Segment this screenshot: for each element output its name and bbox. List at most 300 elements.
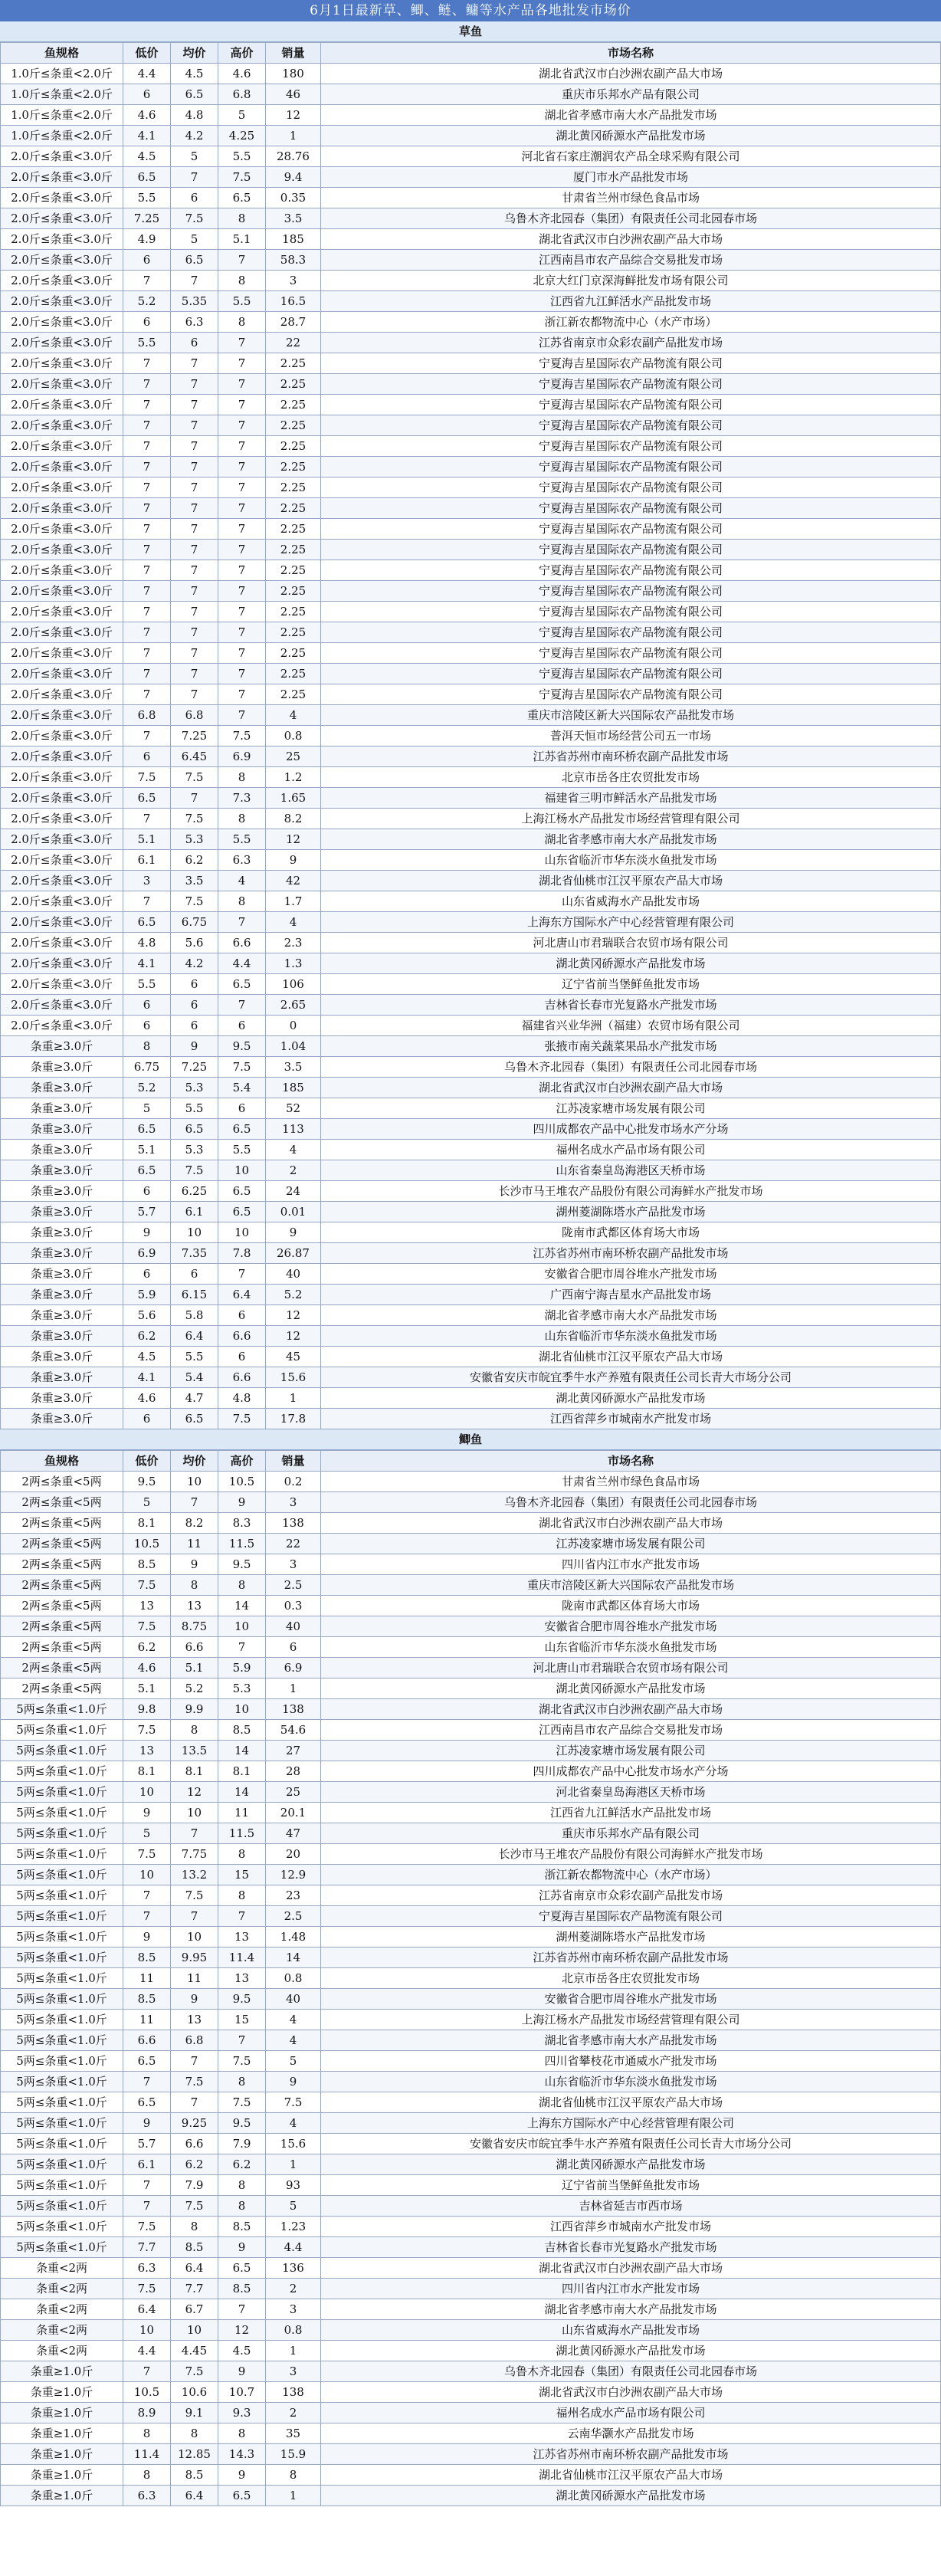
value-cell: 6 <box>123 312 171 333</box>
value-cell: 5.3 <box>171 1078 218 1098</box>
table-row <box>1 788 941 809</box>
value-cell: 7.5 <box>218 726 266 747</box>
table-row <box>1 1181 941 1202</box>
value-cell: 7 <box>123 415 171 436</box>
market-name-cell: 吉林省延吉市西市场 <box>321 2196 941 2217</box>
value-cell: 9.9 <box>171 1699 218 1720</box>
value-cell: 24 <box>266 1181 321 1202</box>
value-cell: 8 <box>218 2423 266 2444</box>
value-cell: 8 <box>171 1720 218 1741</box>
table-row <box>1 208 941 229</box>
spec-cell: 条重≥3.0斤 <box>1 1264 123 1285</box>
value-cell: 9 <box>218 2361 266 2382</box>
value-cell: 6 <box>266 1637 321 1658</box>
value-cell: 20 <box>266 1844 321 1865</box>
value-cell: 5.5 <box>171 1347 218 1367</box>
value-cell: 2.25 <box>266 602 321 622</box>
value-cell: 10 <box>171 1472 218 1492</box>
value-cell: 2.25 <box>266 436 321 457</box>
table-row <box>1 2444 941 2465</box>
value-cell: 6.5 <box>218 974 266 995</box>
value-cell: 7 <box>218 602 266 622</box>
value-cell: 7 <box>123 1906 171 1927</box>
table-row <box>1 2113 941 2134</box>
value-cell: 138 <box>266 1699 321 1720</box>
value-cell: 5.2 <box>266 1285 321 1305</box>
table-row <box>1 581 941 602</box>
spec-cell: 条重≥3.0斤 <box>1 1078 123 1098</box>
spec-cell: 1.0斤≤条重<2.0斤 <box>1 105 123 126</box>
value-cell: 6 <box>171 995 218 1016</box>
value-cell: 11.5 <box>218 1534 266 1554</box>
table-row <box>1 2423 941 2444</box>
value-cell: 7 <box>171 2092 218 2113</box>
table-row <box>1 271 941 291</box>
value-cell: 8 <box>266 2465 321 2486</box>
value-cell: 5 <box>218 105 266 126</box>
value-cell: 7 <box>123 809 171 829</box>
value-cell: 4.5 <box>123 1347 171 1367</box>
value-cell: 7.5 <box>123 1616 171 1637</box>
market-name-cell: 福建省兴业华洲（福建）农贸市场有限公司 <box>321 1016 941 1036</box>
value-cell: 0.3 <box>266 1596 321 1616</box>
value-cell: 14 <box>266 1948 321 1968</box>
market-name-cell: 上海江杨水产品批发市场经营管理有限公司 <box>321 809 941 829</box>
value-cell: 7 <box>171 498 218 519</box>
spec-cell: 5两≤条重<1.0斤 <box>1 1885 123 1906</box>
value-cell: 8 <box>218 809 266 829</box>
table-row <box>1 2134 941 2154</box>
spec-cell: 2.0斤≤条重<3.0斤 <box>1 622 123 643</box>
table-row <box>1 726 941 747</box>
value-cell: 7 <box>123 891 171 912</box>
table-row <box>1 353 941 374</box>
value-cell: 8 <box>218 2175 266 2196</box>
value-cell: 8 <box>171 2217 218 2237</box>
value-cell: 2.25 <box>266 395 321 415</box>
table-row <box>1 126 941 146</box>
value-cell: 8.5 <box>123 1989 171 2010</box>
market-name-cell: 宁夏海吉星国际农产品物流有限公司 <box>321 540 941 560</box>
market-name-cell: 重庆市涪陵区新大兴国际农产品批发市场 <box>321 1575 941 1596</box>
market-name-cell: 山东省临沂市华东淡水鱼批发市场 <box>321 1326 941 1347</box>
value-cell: 1.23 <box>266 2217 321 2237</box>
spec-cell: 5两≤条重<1.0斤 <box>1 1699 123 1720</box>
value-cell: 7 <box>171 1823 218 1844</box>
table-row <box>1 643 941 664</box>
value-cell: 6.7 <box>171 2299 218 2320</box>
value-cell: 46 <box>266 84 321 105</box>
value-cell: 45 <box>266 1347 321 1367</box>
table-row <box>1 912 941 933</box>
value-cell: 12.85 <box>171 2444 218 2465</box>
value-cell: 10.5 <box>218 1472 266 1492</box>
value-cell: 2.25 <box>266 477 321 498</box>
value-cell: 9.5 <box>218 1989 266 2010</box>
spec-cell: 条重≥1.0斤 <box>1 2382 123 2403</box>
value-cell: 6 <box>123 1181 171 1202</box>
value-cell: 5.3 <box>171 1140 218 1160</box>
value-cell: 6.1 <box>171 1202 218 1222</box>
value-cell: 8.3 <box>218 1513 266 1534</box>
value-cell: 5.1 <box>218 229 266 250</box>
value-cell: 8 <box>218 1844 266 1865</box>
spec-cell: 2两≤条重<5两 <box>1 1658 123 1679</box>
value-cell: 7.5 <box>171 809 218 829</box>
value-cell: 14.3 <box>218 2444 266 2465</box>
value-cell: 14 <box>218 1741 266 1761</box>
table-row <box>1 1885 941 1906</box>
value-cell: 5 <box>171 146 218 167</box>
value-cell: 4.8 <box>218 1388 266 1409</box>
value-cell: 9 <box>266 2072 321 2092</box>
market-name-cell: 湖北省孝感市南大水产品批发市场 <box>321 829 941 850</box>
table-row <box>1 2196 941 2217</box>
market-name-cell: 山东省临沂市华东淡水鱼批发市场 <box>321 1637 941 1658</box>
value-cell: 6.5 <box>123 912 171 933</box>
value-cell: 4.6 <box>123 1658 171 1679</box>
value-cell: 6 <box>218 1016 266 1036</box>
value-cell: 4.4 <box>123 2341 171 2361</box>
value-cell: 10 <box>123 2320 171 2341</box>
table-row <box>1 560 941 581</box>
market-name-cell: 山东省秦皇岛海港区天桥市场 <box>321 1160 941 1181</box>
value-cell: 2.5 <box>266 1575 321 1596</box>
value-cell: 16.5 <box>266 291 321 312</box>
table-row <box>1 1078 941 1098</box>
table-row <box>1 333 941 353</box>
value-cell: 7 <box>218 250 266 271</box>
value-cell: 15.9 <box>266 2444 321 2465</box>
spec-cell: 条重<2两 <box>1 2299 123 2320</box>
table-row <box>1 705 941 726</box>
table-row <box>1 2341 941 2361</box>
table-row <box>1 1989 941 2010</box>
table-row <box>1 1472 941 1492</box>
value-cell: 9.5 <box>218 2113 266 2134</box>
value-cell: 9 <box>266 850 321 871</box>
value-cell: 8.1 <box>123 1513 171 1534</box>
value-cell: 7.5 <box>171 891 218 912</box>
value-cell: 5.9 <box>123 1285 171 1305</box>
value-cell: 6.3 <box>218 850 266 871</box>
spec-cell: 2.0斤≤条重<3.0斤 <box>1 519 123 540</box>
value-cell: 5.5 <box>218 291 266 312</box>
spec-cell: 5两≤条重<1.0斤 <box>1 1720 123 1741</box>
value-cell: 8.1 <box>218 1761 266 1782</box>
value-cell: 4.6 <box>123 1388 171 1409</box>
value-cell: 9 <box>123 1803 171 1823</box>
table-row <box>1 167 941 188</box>
value-cell: 5.6 <box>171 933 218 953</box>
spec-cell: 2.0斤≤条重<3.0斤 <box>1 271 123 291</box>
report-title: 6月1日最新草、鲫、鲢、鳙等水产品各地批发市场价 <box>0 0 941 21</box>
value-cell: 6.15 <box>171 1285 218 1305</box>
value-cell: 10 <box>171 1803 218 1823</box>
value-cell: 2.25 <box>266 353 321 374</box>
spec-cell: 2.0斤≤条重<3.0斤 <box>1 664 123 684</box>
table-row <box>1 1865 941 1885</box>
value-cell: 42 <box>266 871 321 891</box>
sections-container <box>0 21 941 2506</box>
market-name-cell: 湖北省孝感市南大水产品批发市场 <box>321 105 941 126</box>
spec-cell: 条重≥3.0斤 <box>1 1119 123 1140</box>
value-cell: 5.3 <box>218 1679 266 1699</box>
value-cell: 8.5 <box>218 2217 266 2237</box>
market-name-cell: 乌鲁木齐北园春（集团）有限责任公司北园春市场 <box>321 208 941 229</box>
value-cell: 6.8 <box>171 2030 218 2051</box>
value-cell: 7.8 <box>218 1243 266 1264</box>
value-cell: 7.5 <box>171 1885 218 1906</box>
value-cell: 13 <box>171 2010 218 2030</box>
value-cell: 6 <box>218 1098 266 1119</box>
section-title: 鲫鱼 <box>0 1429 941 1450</box>
table-row <box>1 684 941 705</box>
table-row <box>1 312 941 333</box>
value-cell: 6.5 <box>218 2486 266 2506</box>
market-name-cell: 宁夏海吉星国际农产品物流有限公司 <box>321 395 941 415</box>
table-row <box>1 850 941 871</box>
value-cell: 6.25 <box>171 1181 218 1202</box>
value-cell: 11 <box>171 1968 218 1989</box>
value-cell: 9 <box>218 1492 266 1513</box>
table-row <box>1 2010 941 2030</box>
value-cell: 7 <box>218 415 266 436</box>
value-cell: 4 <box>266 2113 321 2134</box>
value-cell: 6.5 <box>171 250 218 271</box>
value-cell: 7.5 <box>218 2051 266 2072</box>
value-cell: 7 <box>171 2051 218 2072</box>
spec-cell: 5两≤条重<1.0斤 <box>1 2010 123 2030</box>
value-cell: 7 <box>123 395 171 415</box>
value-cell: 11.4 <box>123 2444 171 2465</box>
value-cell: 9 <box>218 2465 266 2486</box>
value-cell: 5.2 <box>123 291 171 312</box>
market-name-cell: 山东省临沂市华东淡水鱼批发市场 <box>321 850 941 871</box>
value-cell: 7.5 <box>171 2361 218 2382</box>
value-cell: 7 <box>171 271 218 291</box>
table-row <box>1 105 941 126</box>
market-name-cell: 甘肃省兰州市绿色食品市场 <box>321 188 941 208</box>
value-cell: 8 <box>218 1575 266 1596</box>
value-cell: 6.5 <box>218 1181 266 1202</box>
value-cell: 6.6 <box>171 1637 218 1658</box>
value-cell: 1 <box>266 2486 321 2506</box>
value-cell: 7 <box>218 2030 266 2051</box>
spec-cell: 5两≤条重<1.0斤 <box>1 2051 123 2072</box>
market-name-cell: 安徽省合肥市周谷堆水产批发市场 <box>321 1264 941 1285</box>
value-cell: 10 <box>123 1782 171 1803</box>
section <box>0 21 941 1429</box>
value-cell: 7.5 <box>171 2072 218 2092</box>
value-cell: 3 <box>123 871 171 891</box>
value-cell: 7.25 <box>123 208 171 229</box>
market-name-cell: 湖北黄冈硚源水产品批发市场 <box>321 1388 941 1409</box>
table-row <box>1 1036 941 1057</box>
value-cell: 0 <box>266 1016 321 1036</box>
market-name-cell: 湖州菱湖陈塔水产品批发市场 <box>321 1927 941 1948</box>
value-cell: 1.3 <box>266 953 321 974</box>
value-cell: 7.5 <box>123 2279 171 2299</box>
value-cell: 4.4 <box>266 2237 321 2258</box>
market-name-cell: 湖北省仙桃市江汉平原农产品大市场 <box>321 2092 941 2113</box>
value-cell: 7 <box>218 560 266 581</box>
value-cell: 7 <box>218 684 266 705</box>
spec-cell: 5两≤条重<1.0斤 <box>1 1989 123 2010</box>
spec-cell: 2两≤条重<5两 <box>1 1637 123 1658</box>
market-name-cell: 江苏省苏州市南环桥农副产品批发市场 <box>321 1243 941 1264</box>
value-cell: 6.4 <box>218 1285 266 1305</box>
value-cell: 7 <box>123 498 171 519</box>
value-cell: 4.5 <box>171 64 218 84</box>
value-cell: 2.5 <box>266 1906 321 1927</box>
value-cell: 6.2 <box>123 1326 171 1347</box>
spec-cell: 2两≤条重<5两 <box>1 1679 123 1699</box>
value-cell: 8.2 <box>171 1513 218 1534</box>
market-name-cell: 江苏凌家塘市场发展有限公司 <box>321 1741 941 1761</box>
spec-cell: 1.0斤≤条重<2.0斤 <box>1 64 123 84</box>
spec-cell: 2.0斤≤条重<3.0斤 <box>1 374 123 395</box>
spec-cell: 5两≤条重<1.0斤 <box>1 2237 123 2258</box>
value-cell: 8 <box>123 1036 171 1057</box>
value-cell: 7 <box>218 2299 266 2320</box>
value-cell: 6.75 <box>171 912 218 933</box>
table-row <box>1 2299 941 2320</box>
spec-cell: 2.0斤≤条重<3.0斤 <box>1 953 123 974</box>
value-cell: 0.8 <box>266 1968 321 1989</box>
spec-cell: 5两≤条重<1.0斤 <box>1 2154 123 2175</box>
market-name-cell: 宁夏海吉星国际农产品物流有限公司 <box>321 477 941 498</box>
value-cell: 7 <box>171 167 218 188</box>
market-name-cell: 甘肃省兰州市绿色食品市场 <box>321 1472 941 1492</box>
market-name-cell: 江西省九江鲜活水产品批发市场 <box>321 1803 941 1823</box>
table-row <box>1 1513 941 1534</box>
spec-cell: 5两≤条重<1.0斤 <box>1 2030 123 2051</box>
value-cell: 4.4 <box>123 64 171 84</box>
value-cell: 7 <box>123 2072 171 2092</box>
value-cell: 6.8 <box>171 705 218 726</box>
value-cell: 4 <box>266 705 321 726</box>
value-cell: 9.5 <box>218 1036 266 1057</box>
value-cell: 7 <box>123 2361 171 2382</box>
spec-cell: 2两≤条重<5两 <box>1 1554 123 1575</box>
market-name-cell: 江西省萍乡市城南水产批发市场 <box>321 1409 941 1429</box>
value-cell: 6.5 <box>218 2258 266 2279</box>
table-row <box>1 1782 941 1803</box>
value-cell: 10.7 <box>218 2382 266 2403</box>
spec-cell: 2两≤条重<5两 <box>1 1575 123 1596</box>
market-name-cell: 江苏省南京市众彩农副产品批发市场 <box>321 1885 941 1906</box>
value-cell: 4 <box>266 2010 321 2030</box>
table-header-row <box>1 43 941 64</box>
market-name-cell: 重庆市乐邦水产品有限公司 <box>321 1823 941 1844</box>
market-name-cell: 江苏凌家塘市场发展有限公司 <box>321 1534 941 1554</box>
value-cell: 7.7 <box>171 2279 218 2299</box>
market-name-cell: 江苏省南京市众彩农副产品批发市场 <box>321 333 941 353</box>
value-cell: 93 <box>266 2175 321 2196</box>
spec-cell: 2.0斤≤条重<3.0斤 <box>1 436 123 457</box>
value-cell: 6.6 <box>123 2030 171 2051</box>
column-header: 均价 <box>171 1451 218 1472</box>
market-name-cell: 宁夏海吉星国际农产品物流有限公司 <box>321 436 941 457</box>
value-cell: 8 <box>218 891 266 912</box>
value-cell: 9.5 <box>218 1554 266 1575</box>
table-row <box>1 146 941 167</box>
spec-cell: 5两≤条重<1.0斤 <box>1 1803 123 1823</box>
value-cell: 5.5 <box>218 1140 266 1160</box>
value-cell: 6 <box>123 84 171 105</box>
value-cell: 2.25 <box>266 560 321 581</box>
market-name-cell: 北京市岳各庄农贸批发市场 <box>321 767 941 788</box>
value-cell: 2.25 <box>266 684 321 705</box>
value-cell: 138 <box>266 2382 321 2403</box>
value-cell: 5.1 <box>123 829 171 850</box>
value-cell: 7 <box>218 1637 266 1658</box>
value-cell: 13 <box>218 1927 266 1948</box>
value-cell: 4 <box>218 871 266 891</box>
value-cell: 10.6 <box>171 2382 218 2403</box>
value-cell: 6.5 <box>123 167 171 188</box>
table-row <box>1 1575 941 1596</box>
spec-cell: 条重≥1.0斤 <box>1 2423 123 2444</box>
value-cell: 2.25 <box>266 457 321 477</box>
spec-cell: 5两≤条重<1.0斤 <box>1 1927 123 1948</box>
value-cell: 7 <box>123 684 171 705</box>
value-cell: 15.6 <box>266 2134 321 2154</box>
value-cell: 113 <box>266 1119 321 1140</box>
spec-cell: 条重≥3.0斤 <box>1 1181 123 1202</box>
column-header: 鱼规格 <box>1 43 123 64</box>
value-cell: 9 <box>123 1927 171 1948</box>
spec-cell: 2.0斤≤条重<3.0斤 <box>1 974 123 995</box>
value-cell: 6 <box>123 250 171 271</box>
market-name-cell: 湖北省孝感市南大水产品批发市场 <box>321 1305 941 1326</box>
table-row <box>1 1326 941 1347</box>
value-cell: 5 <box>171 229 218 250</box>
table-row <box>1 1202 941 1222</box>
value-cell: 1 <box>266 2154 321 2175</box>
market-name-cell: 张掖市南关蔬菜果品水产批发市场 <box>321 1036 941 1057</box>
spec-cell: 5两≤条重<1.0斤 <box>1 2134 123 2154</box>
value-cell: 7.5 <box>218 2092 266 2113</box>
value-cell: 6.5 <box>171 1119 218 1140</box>
value-cell: 7.5 <box>218 1057 266 1078</box>
market-name-cell: 江苏凌家塘市场发展有限公司 <box>321 1098 941 1119</box>
value-cell: 4.8 <box>171 105 218 126</box>
market-name-cell: 湖北省武汉市白沙洲农副产品大市场 <box>321 2382 941 2403</box>
value-cell: 10 <box>218 1222 266 1243</box>
table-row <box>1 1243 941 1264</box>
table-row <box>1 1699 941 1720</box>
value-cell: 7 <box>171 560 218 581</box>
table-row <box>1 2217 941 2237</box>
market-name-cell: 湖北省武汉市白沙洲农副产品大市场 <box>321 64 941 84</box>
value-cell: 6.1 <box>123 850 171 871</box>
value-cell: 6 <box>171 1016 218 1036</box>
table-row <box>1 395 941 415</box>
value-cell: 7 <box>218 353 266 374</box>
value-cell: 2.25 <box>266 622 321 643</box>
market-name-cell: 长沙市马王堆农产品股份有限公司海鲜水产批发市场 <box>321 1181 941 1202</box>
value-cell: 6.6 <box>171 2134 218 2154</box>
value-cell: 5.7 <box>123 2134 171 2154</box>
value-cell: 5.2 <box>123 1078 171 1098</box>
value-cell: 6.8 <box>218 84 266 105</box>
spec-cell: 2.0斤≤条重<3.0斤 <box>1 540 123 560</box>
value-cell: 7.25 <box>171 726 218 747</box>
spec-cell: 2.0斤≤条重<3.0斤 <box>1 788 123 809</box>
table-row <box>1 1305 941 1326</box>
